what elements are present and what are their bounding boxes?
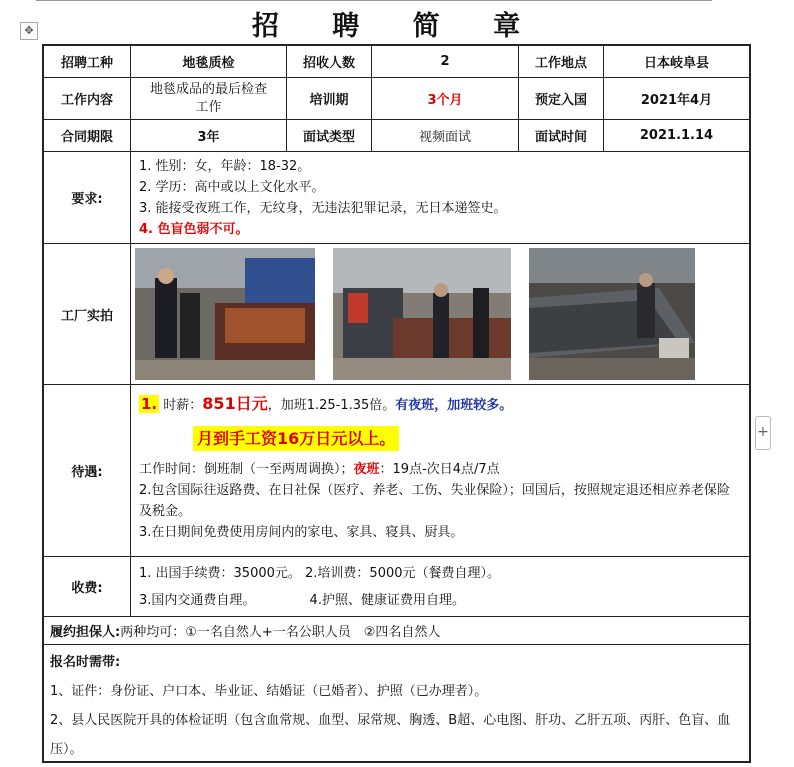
registration-item: 2、县人民医院开具的体检证明（包含血常规、血型、尿常规、胸透、B超、心电图、肝功、乙肝五项、丙肝、色盲、血压）。 <box>50 713 731 757</box>
wage-prefix: 时薪： <box>163 398 203 413</box>
registration-content <box>44 645 749 761</box>
hourly-wage: 851日元 <box>202 394 268 413</box>
benefits-label: 待遇: <box>44 385 131 556</box>
headcount-value: 2 <box>372 46 519 77</box>
job-type-value: 地毯质检 <box>131 46 287 77</box>
fees-label: 收费: <box>44 557 131 616</box>
factory-label: 工厂实拍 <box>44 244 131 384</box>
wage-number-badge: 1. <box>141 395 158 413</box>
move-cross-icon[interactable]: ✥ <box>20 22 38 40</box>
benefits-content <box>131 385 749 556</box>
requirement-item-colorblind: 4. 色盲色弱不可。 <box>139 222 249 237</box>
interview-type-label: 面试类型 <box>287 120 372 151</box>
page-title: 招 聘 简 章 <box>251 11 543 42</box>
night-shift-label: 夜班 <box>353 462 380 477</box>
departure-value: 2021年4月 <box>640 93 713 108</box>
fees-content <box>131 557 749 616</box>
location-value: 日本岐阜县 <box>643 56 709 71</box>
contract-label: 合同期限 <box>44 120 131 151</box>
recruitment-table <box>42 44 751 763</box>
interview-time-value: 2021.1.14 <box>639 128 714 143</box>
table-row <box>44 120 749 152</box>
working-hours: 工作时间：倒班制（一至两周调换）；夜班：19点-次日4点/7点 <box>139 462 500 477</box>
interview-time-label: 面试时间 <box>519 120 604 151</box>
guarantor-row <box>44 617 749 645</box>
benefit-item: 2.包含国际往返路费、在日社保（医疗、养老、工伤、失业保险）；回国后，按照规定退还相应养老保险及税金。 <box>139 483 730 519</box>
contract-value: 3年 <box>131 120 287 151</box>
factory-photos <box>131 244 749 384</box>
guarantor-text: 两种均可：①一名自然人+一名公职人员 ②四名自然人 <box>120 625 441 640</box>
requirements-row <box>44 152 749 244</box>
top-border-line <box>36 0 712 1</box>
factory-photo-2 <box>333 248 511 380</box>
wage-line <box>139 393 741 416</box>
factory-photo-1 <box>135 248 315 380</box>
guarantor-label: 履约担保人: <box>50 625 121 640</box>
requirements-content <box>131 152 749 243</box>
fees-line: 3.国内交通费自理。 4.护照、健康证费用自理。 <box>139 592 465 608</box>
training-label: 培训期 <box>287 78 372 119</box>
registration-item: 1、证件：身份证、户口本、毕业证、结婚证（已婚者）、护照（已办理者）。 <box>50 684 488 699</box>
night-shift-note: 有夜班，加班较多。 <box>395 398 513 413</box>
factory-photo-3 <box>529 248 695 380</box>
fees-line: 1. 出国手续费：35000元。 2.培训费：5000元（餐费自理）。 <box>139 565 501 581</box>
benefits-row <box>44 385 749 557</box>
registration-label: 报名时需带: <box>50 655 121 670</box>
monthly-pay-highlight: 月到手工资16万日元以上。 <box>193 426 399 451</box>
requirement-item: 1. 性别：女，年龄：18-32。 <box>139 159 311 174</box>
factory-photos-row <box>44 244 749 385</box>
departure-label: 预定入国 <box>519 78 604 119</box>
job-type-label: 招聘工种 <box>44 46 131 77</box>
registration-row <box>44 645 749 761</box>
guarantor-content <box>44 617 749 644</box>
interview-type-value: 视频面试 <box>372 120 519 151</box>
requirement-item: 2. 学历：高中或以上文化水平。 <box>139 180 325 195</box>
content-label: 工作内容 <box>44 78 131 119</box>
headcount-label: 招收人数 <box>287 46 372 77</box>
location-label: 工作地点 <box>519 46 604 77</box>
table-row <box>44 78 749 120</box>
training-value: 3个月 <box>372 78 519 119</box>
plus-icon[interactable]: + <box>755 416 771 450</box>
content-value: 地毯成品的最后检查工作 <box>131 78 287 119</box>
benefit-item: 3.在日期间免费使用房间内的家电、家具、寝具、厨具。 <box>139 525 464 540</box>
requirements-label: 要求: <box>44 152 131 243</box>
table-row <box>44 46 749 78</box>
overtime-rate: ，加班1.25-1.35倍。 <box>267 398 396 413</box>
requirement-item: 3. 能接受夜班工作，无纹身，无违法犯罪记录，无日本递签史。 <box>139 201 507 216</box>
fees-row <box>44 557 749 617</box>
